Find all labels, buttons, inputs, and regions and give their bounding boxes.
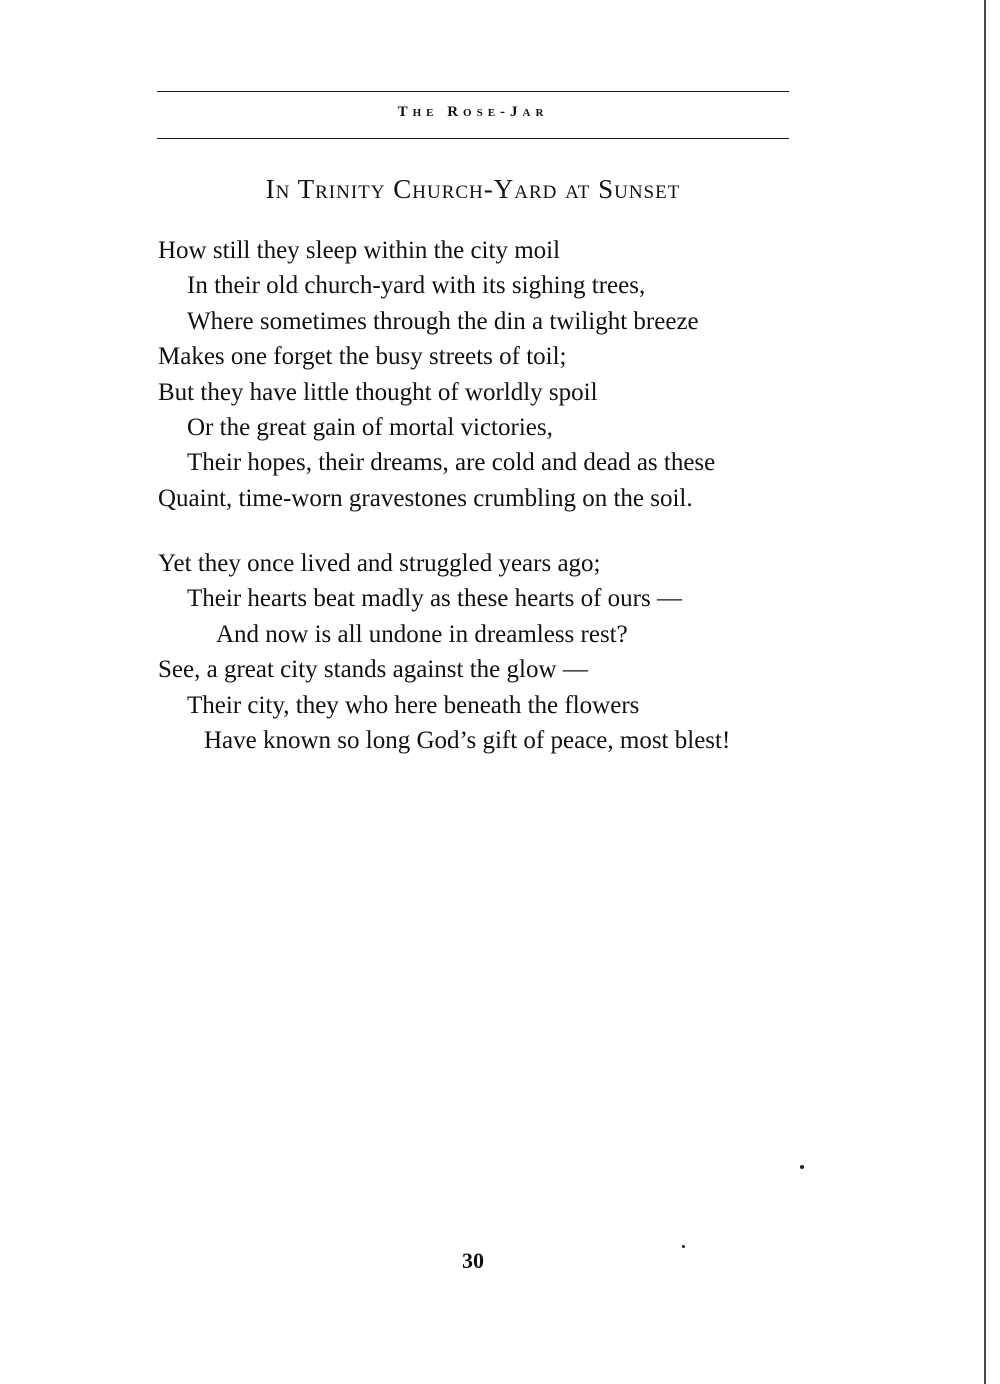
poem-line: Quaint, time-worn gravestones crumbling on the soil. (158, 484, 693, 512)
page-number: 30 (462, 1248, 484, 1273)
poem-line: Yet they once lived and struggled years ago; (158, 550, 601, 577)
poem-title: In Trinity Church-Yard at Sunset (265, 174, 681, 204)
ink-speck (682, 1245, 685, 1248)
poem-line: Their hopes, their dreams, are cold and dead as these (187, 449, 716, 477)
header-rule-top (157, 91, 789, 92)
poem-line: Their hearts beat madly as these hearts of ours — (187, 585, 682, 613)
poem-line: Have known so long God’s gift of peace, most blest! (204, 726, 731, 754)
poem-line: In their old church-yard with its sighing trees, (187, 272, 646, 300)
poem-line: Their city, they who here beneath the flowers (187, 691, 640, 719)
poem-line: See, a great city stands against the glow — (158, 656, 588, 684)
poem-line: Makes one forget the busy streets of toil; (158, 343, 567, 371)
running-head: The Rose-Jar (397, 104, 549, 120)
binding-edge (984, 0, 986, 1384)
poem-line: Where sometimes through the din a twilight breeze (187, 307, 699, 335)
poem-line: How still they sleep within the city moil (158, 237, 561, 264)
header-rule-bottom (157, 138, 789, 139)
poem-line: But they have little thought of worldly spoil (158, 378, 598, 406)
stanza-1 (158, 233, 818, 516)
poem-line: And now is all undone in dreamless rest? (216, 620, 628, 648)
stanza-2 (158, 546, 818, 758)
poem-line: Or the great gain of mortal victories, (187, 413, 553, 441)
ink-speck (800, 1165, 804, 1169)
